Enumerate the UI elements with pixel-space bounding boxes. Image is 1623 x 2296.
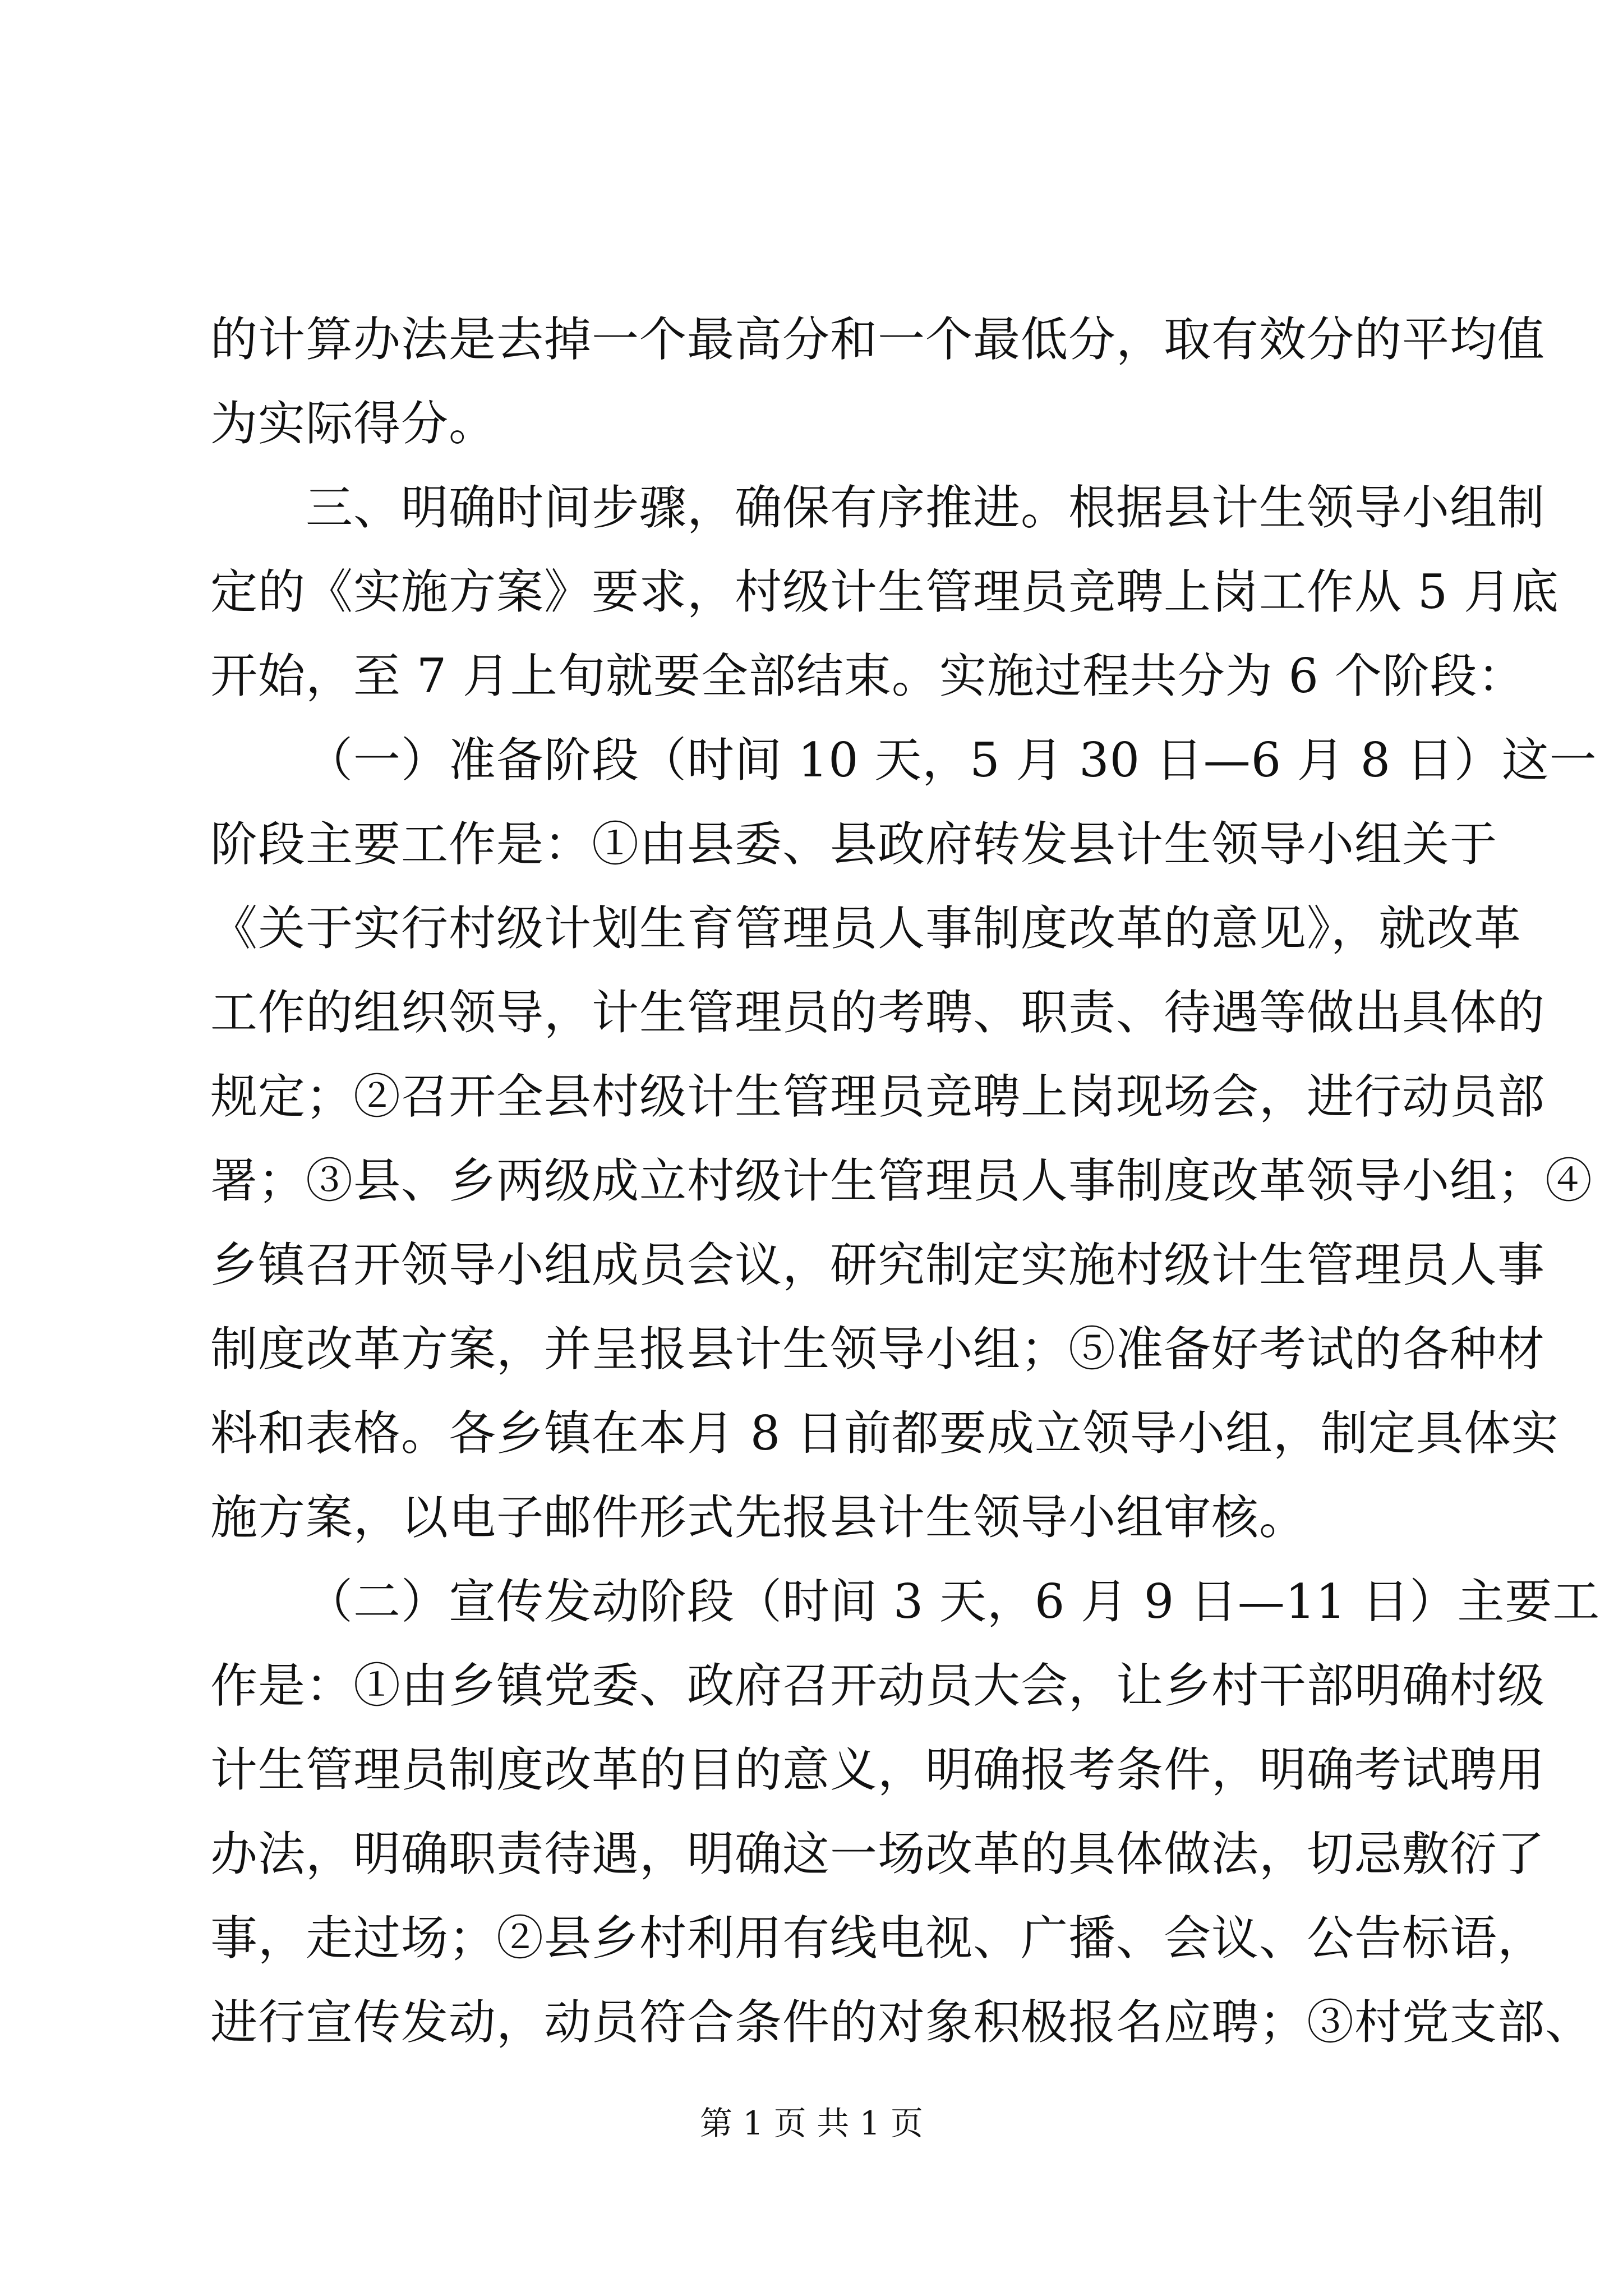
- text-line-4: 定的《实施方案》要求，村级计生管理员竞聘上岗工作从 5 月底: [210, 564, 1559, 619]
- text-line-17: 作是：①由乡镇党委、政府召开动员大会，让乡村干部明确村级: [210, 1658, 1546, 1713]
- text-line-8: 《关于实行村级计划生育管理员人事制度改革的意见》，就改革: [210, 901, 1522, 956]
- text-line-6: （一）准备阶段（时间 10 天，5 月 30 日—6 月 8 日）这一: [306, 733, 1597, 788]
- text-line-15: 施方案，以电子邮件形式先报县计生领导小组审核。: [210, 1490, 1307, 1545]
- text-line-16: （二）宣传发动阶段（时间 3 天，6 月 9 日—11 日）主要工: [306, 1574, 1601, 1629]
- text-line-2: 为实际得分。: [210, 396, 497, 451]
- text-line-18: 计生管理员制度改革的目的意义，明确报考条件，明确考试聘用: [210, 1742, 1546, 1797]
- text-line-13: 制度改革方案，并呈报县计生领导小组；⑤准备好考试的各种材: [210, 1322, 1546, 1377]
- text-line-21: 进行宣传发动，动员符合条件的对象积极报名应聘；③村党支部、: [210, 1995, 1593, 2050]
- text-line-5: 开始，至 7 月上旬就要全部结束。实施过程共分为 6 个阶段：: [210, 648, 1525, 703]
- text-line-9: 工作的组织领导，计生管理员的考聘、职责、待遇等做出具体的: [210, 985, 1546, 1040]
- text-line-1: 的计算办法是去掉一个最高分和一个最低分，取有效分的平均值: [210, 312, 1546, 367]
- text-line-20: 事，走过场；②县乡村利用有线电视、广播、会议、公告标语，: [210, 1911, 1546, 1966]
- text-line-19: 办法，明确职责待遇，明确这一场改革的具体做法，切忌敷衍了: [210, 1826, 1546, 1881]
- page-number-footer: 第 1 页 共 1 页: [700, 2104, 923, 2142]
- text-line-7: 阶段主要工作是：①由县委、县政府转发县计生领导小组关于: [210, 817, 1498, 872]
- text-line-11: 署；③县、乡两级成立村级计生管理员人事制度改革领导小组；④: [210, 1153, 1593, 1208]
- text-line-10: 规定；②召开全县村级计生管理员竞聘上岗现场会，进行动员部: [210, 1069, 1546, 1124]
- text-line-14: 料和表格。各乡镇在本月 8 日前都要成立领导小组，制定具体实: [210, 1406, 1559, 1461]
- text-line-3: 三、明确时间步骤，确保有序推进。根据县计生领导小组制: [306, 480, 1546, 535]
- text-line-12: 乡镇召开领导小组成员会议，研究制定实施村级计生管理员人事: [210, 1237, 1546, 1292]
